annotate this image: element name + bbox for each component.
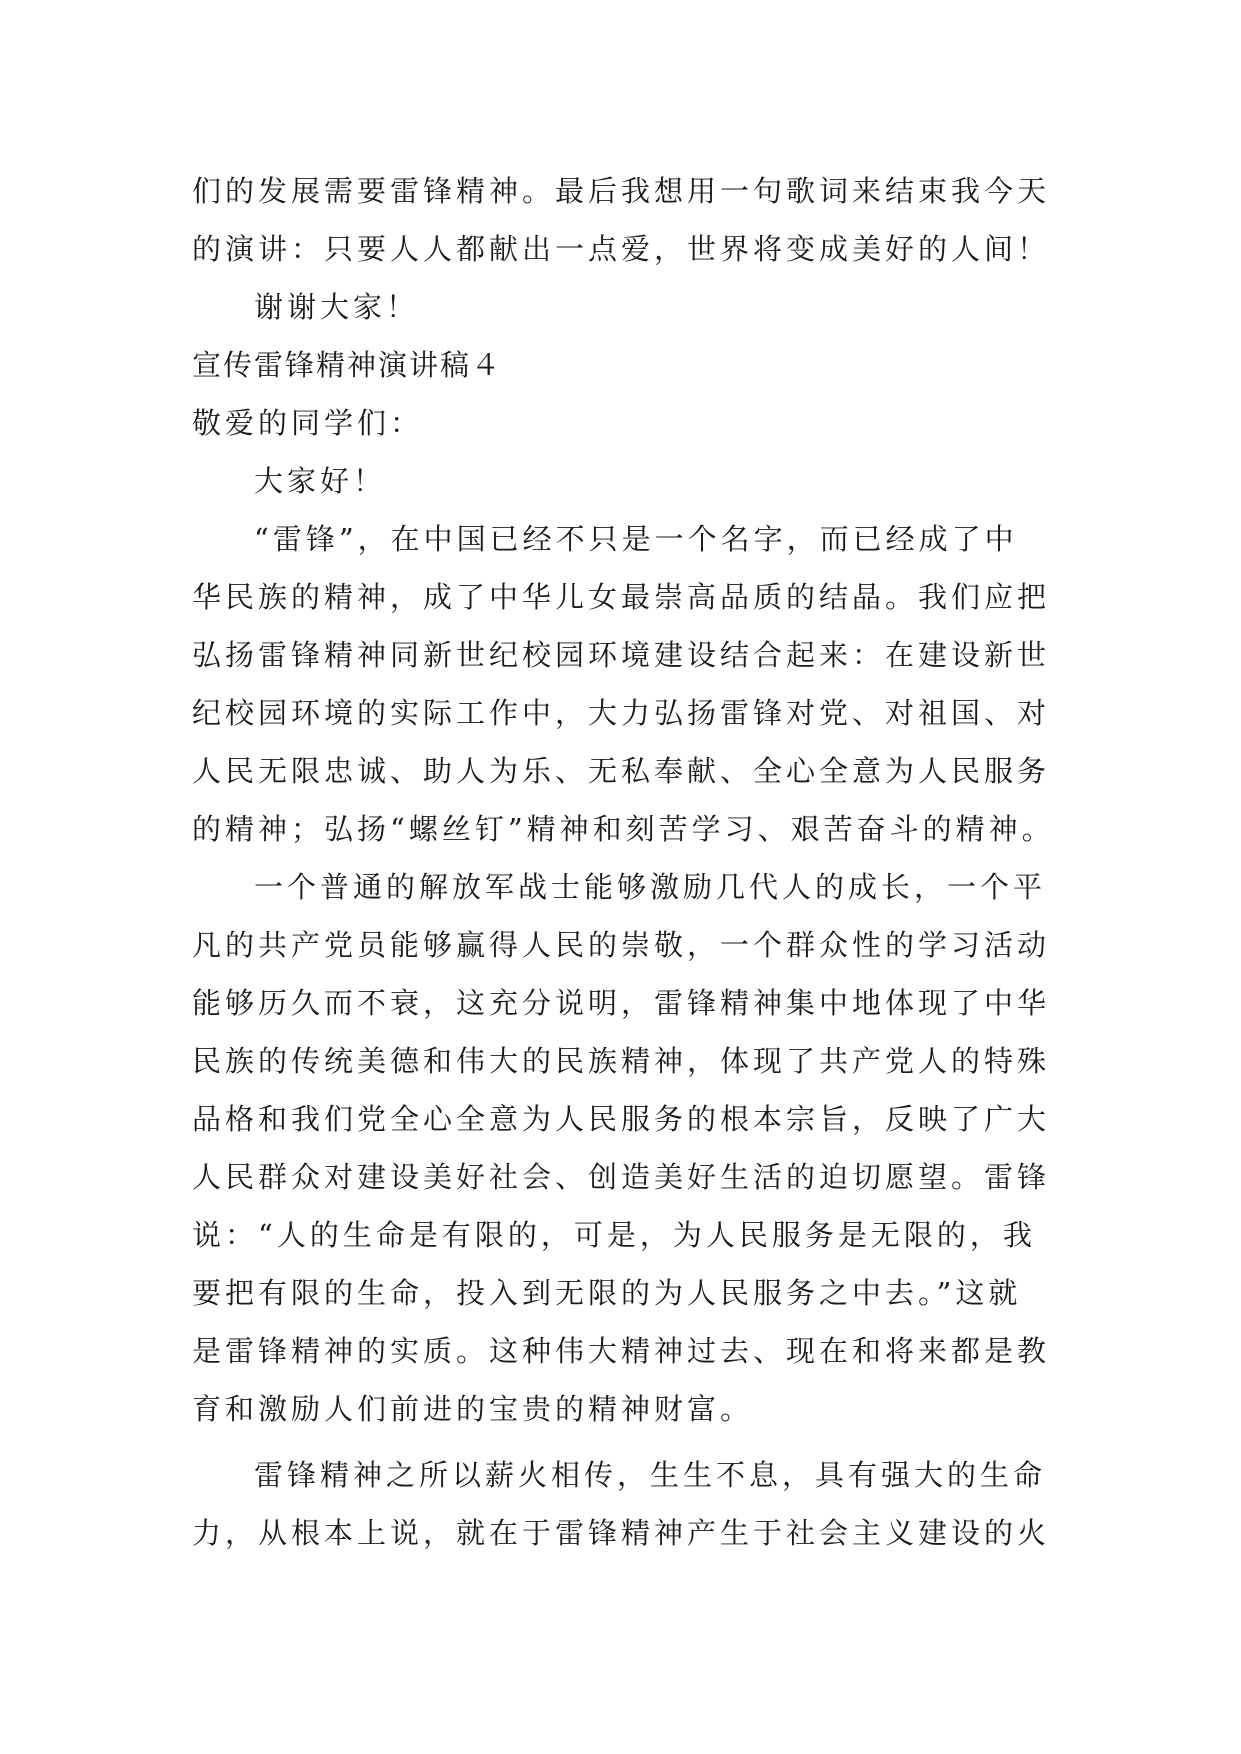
text-line: 民族的传统美德和伟大的民族精神，体现了共产党人的特殊 <box>192 1044 1051 1078</box>
text-line: 一个普通的解放军战士能够激励几代人的成长，一个平 <box>254 870 1047 904</box>
text-line: 的精神；弘扬“螺丝钉”精神和刻苦学习、艰苦奋斗的精神。 <box>192 812 1055 846</box>
paragraph-1 <box>192 510 1055 858</box>
closing-paragraph <box>192 162 1052 278</box>
text-line: 育和激励人们前进的宝贵的精神财富。 <box>192 1392 754 1426</box>
salutation: 敬爱的同学们： <box>192 406 424 440</box>
document-body <box>192 162 1055 1562</box>
text-line: 凡的共产党员能够赢得人民的崇敬，一个群众性的学习活动 <box>192 928 1051 962</box>
text-line: 能够历久而不衰，这充分说明，雷锋精神集中地体现了中华 <box>192 986 1051 1020</box>
paragraph-2 <box>192 858 1052 1438</box>
text-line: 人民群众对建设美好社会、创造美好生活的迫切愿望。雷锋 <box>192 1160 1051 1194</box>
text-line: 说：“人的生命是有限的，可是，为人民服务是无限的，我 <box>192 1218 1036 1252</box>
thanks-line: 谢谢大家！ <box>254 290 420 324</box>
greeting: 大家好！ <box>254 464 387 498</box>
text-line: 品格和我们党全心全意为人民服务的根本宗旨，反映了广大 <box>192 1102 1051 1136</box>
paragraph-3 <box>192 1446 1052 1562</box>
text-line: 人民无限忠诚、助人为乐、无私奉献、全心全意为人民服务 <box>192 754 1051 788</box>
text-line: 雷锋精神之所以薪火相传，生生不息，具有强大的生命 <box>254 1458 1047 1492</box>
text-line: 要把有限的生命，投入到无限的为人民服务之中去。”这就 <box>192 1276 1022 1310</box>
text-line: 们的发展需要雷锋精神。最后我想用一句歌词来结束我今天 <box>192 174 1051 208</box>
text-line: 纪校园环境的实际工作中，大力弘扬雷锋对党、对祖国、对 <box>192 696 1051 730</box>
text-line: 是雷锋精神的实质。这种伟大精神过去、现在和将来都是教 <box>192 1334 1051 1368</box>
speech-title: 宣传雷锋精神演讲稿４ <box>192 348 503 382</box>
text-line: “雷锋”，在中国已经不只是一个名字，而已经成了中 <box>254 522 1018 556</box>
text-line: 华民族的精神，成了中华儿女最崇高品质的结晶。我们应把 <box>192 580 1051 614</box>
text-line: 弘扬雷锋精神同新世纪校园环境建设结合起来：在建设新世 <box>192 638 1051 672</box>
text-line: 的演讲：只要人人都献出一点爱，世界将变成美好的人间！ <box>192 232 1051 266</box>
text-line: 力，从根本上说，就在于雷锋精神产生于社会主义建设的火 <box>192 1516 1051 1550</box>
